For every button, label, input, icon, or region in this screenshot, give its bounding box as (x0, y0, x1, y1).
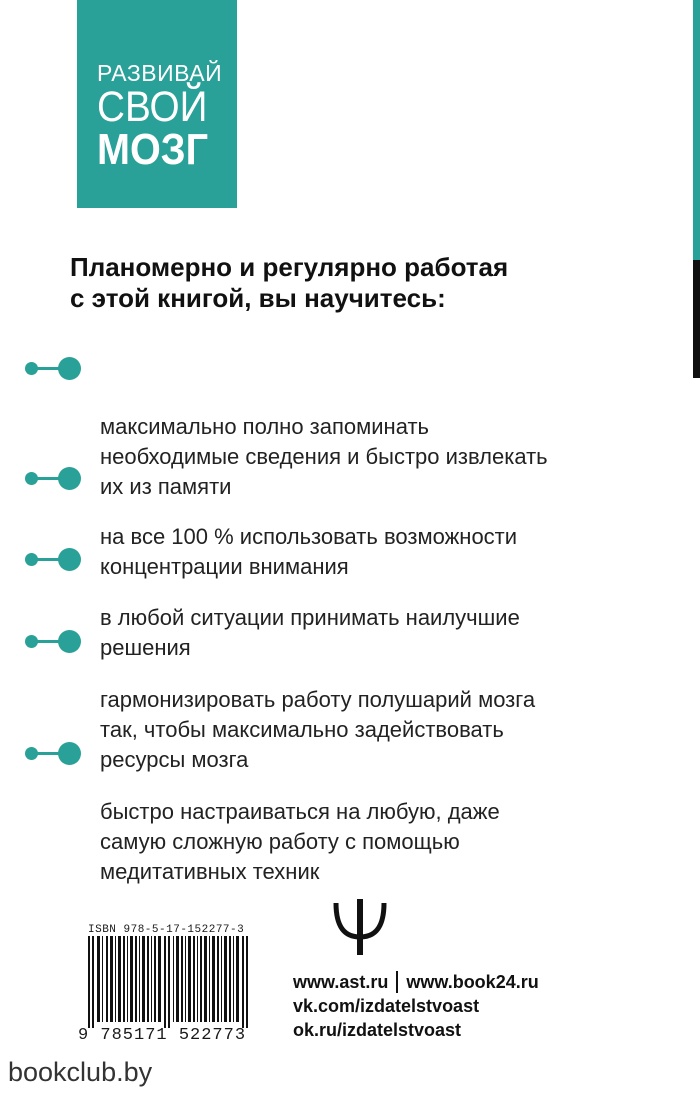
link-divider (396, 971, 398, 993)
benefit-text: гармонизировать работу полушарий мозга так, чтобы максимально задействовать ресурсы мозга (100, 687, 536, 772)
bullet-icon (25, 630, 81, 652)
bullet-icon (25, 357, 81, 379)
link-ok[interactable]: ok.ru/izdatelstvoast (293, 1020, 462, 1040)
barcode-number: 9 785171 522773 (78, 1026, 247, 1045)
series-title-line3: МОЗГ (97, 125, 209, 174)
benefit-text: в любой ситуации принимать наилучшие решения (100, 605, 520, 660)
link-ast[interactable]: www.ast.ru (293, 972, 389, 992)
bullet-icon (25, 742, 81, 764)
benefit-text: максимально полно запоминать необходимые сведения и быстро извлекать их из памяти (100, 414, 548, 499)
series-title-line1: РАЗВИВАЙ (97, 60, 223, 86)
benefit-text: на все 100 % использовать возможности концентрации внимания (100, 524, 518, 579)
isbn-barcode (78, 922, 258, 1052)
bullet-icon (25, 467, 81, 489)
isbn-label: ISBN 978-5-17-152277-3 (88, 924, 245, 936)
publisher-links (293, 970, 539, 1042)
spine-edge-teal (693, 0, 700, 260)
benefit-item (25, 737, 500, 887)
link-book24[interactable]: www.book24.ru (406, 972, 539, 992)
intro-line-1: Планомерно и регулярно работая (70, 252, 509, 282)
watermark: bookclub.by (8, 1057, 153, 1087)
intro-heading (70, 252, 630, 314)
psi-logo-icon (330, 895, 390, 957)
barcode-bars (78, 936, 258, 1028)
series-title-line2: СВОЙ (97, 83, 208, 131)
bullet-icon (25, 548, 81, 570)
benefit-text: быстро настраиваться на любую, даже самую сложную работу с помощью медитативных техник (100, 799, 500, 884)
series-title (97, 62, 222, 172)
intro-line-2: с этой книгой, вы научитесь: (70, 283, 446, 313)
spine-edge-black (693, 260, 700, 378)
link-vk[interactable]: vk.com/izdatelstvoast (293, 996, 480, 1016)
